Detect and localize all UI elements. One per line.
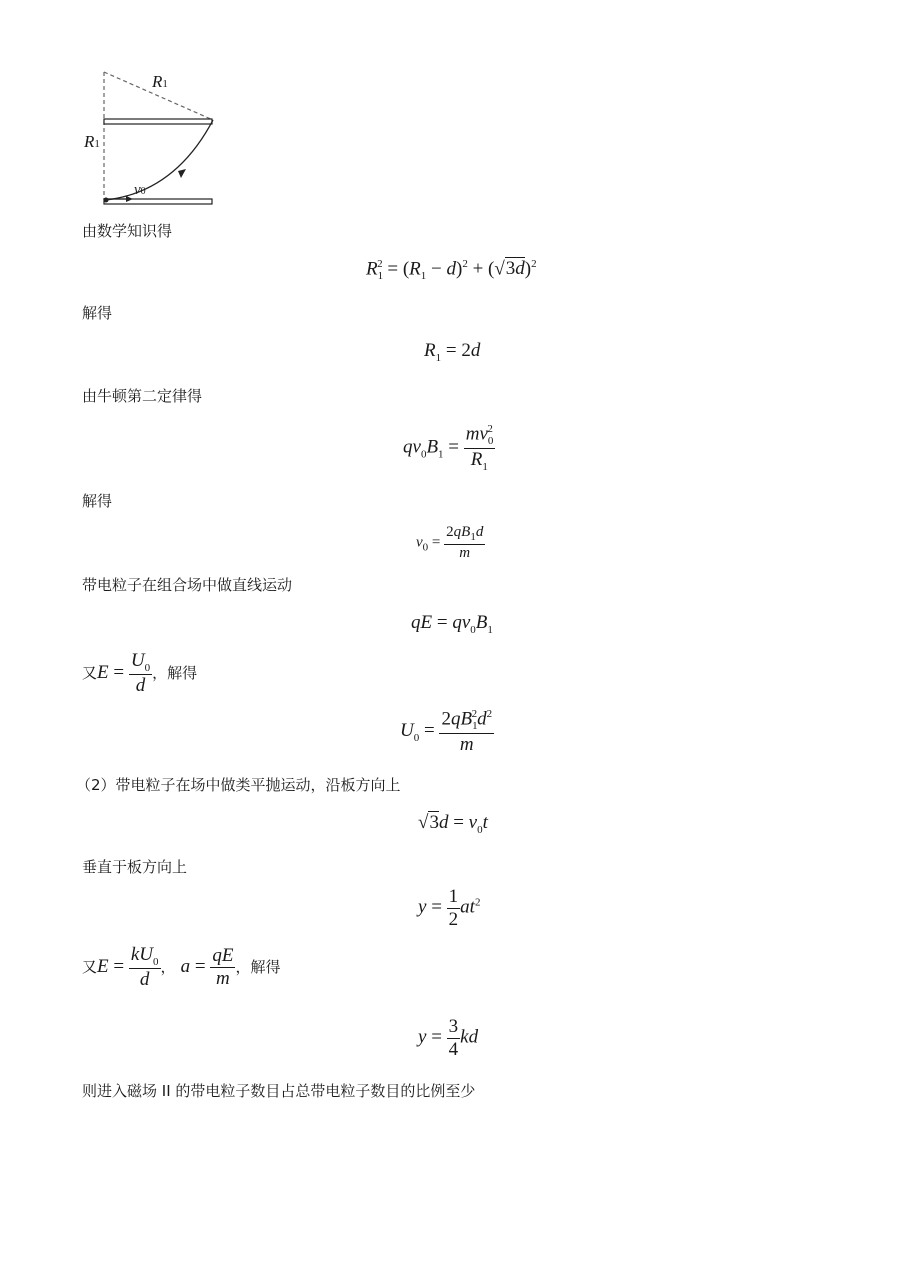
equation-3: $qv_0B_1$ = $\frac{mv_0^2}{R_1}$ <box>403 423 494 473</box>
equation-4: $v_0$ = $\frac{2qB_1d}{m}$ <box>416 524 484 561</box>
label-r1-left: R1 <box>84 132 100 151</box>
label-r1-top: R1 <box>152 72 168 91</box>
arc-arrowhead <box>178 169 186 178</box>
upper-plate <box>104 119 212 124</box>
text-by-newton: 由牛顿第二定律得 <box>82 387 203 405</box>
lower-plate <box>104 199 212 204</box>
text-by-math: 由数学知识得 <box>82 222 173 240</box>
text-straight-motion: 带电粒子在组合场中做直线运动 <box>82 576 293 594</box>
particle-dot <box>104 198 109 203</box>
equation-5: qE = $qv_0B_1$ <box>411 612 493 636</box>
text-solve-2: 解得 <box>82 492 113 510</box>
text-also-e2: 又E = $\frac{kU_0}{d}$ ， a = $\frac{qE}{m}$ ，解得 <box>82 944 281 991</box>
text-part-2: （2）带电粒子在场中做类平抛运动，沿板方向上 <box>76 776 401 794</box>
label-v0: v0 <box>134 182 146 198</box>
equation-6: $U_0$ = $\frac{2qB_1^2d^2}{m}$ <box>400 708 493 755</box>
text-perpendicular: 垂直于板方向上 <box>82 858 188 876</box>
equation-7: $√3d = v_0t$ <box>418 812 488 836</box>
equation-1: $R_1^2 = (R_1 - d)^2 + (√3d)^2$ <box>366 258 537 283</box>
text-solve-1: 解得 <box>82 304 113 322</box>
equation-2: $R_1 = 2d$ <box>424 340 481 364</box>
text-also-e: 又E = $\frac{U_0}{d}$ ，解得 <box>82 650 198 697</box>
equation-8: y = $\frac{1}{2}$ $at^2$ <box>418 886 481 930</box>
particle-arc <box>106 120 213 200</box>
equation-9: y = $\frac{3}{4}$ kd <box>418 1016 479 1060</box>
text-final: 则进入磁场 II 的带电粒子数目占总带电粒子数目的比例至少 <box>82 1082 476 1100</box>
